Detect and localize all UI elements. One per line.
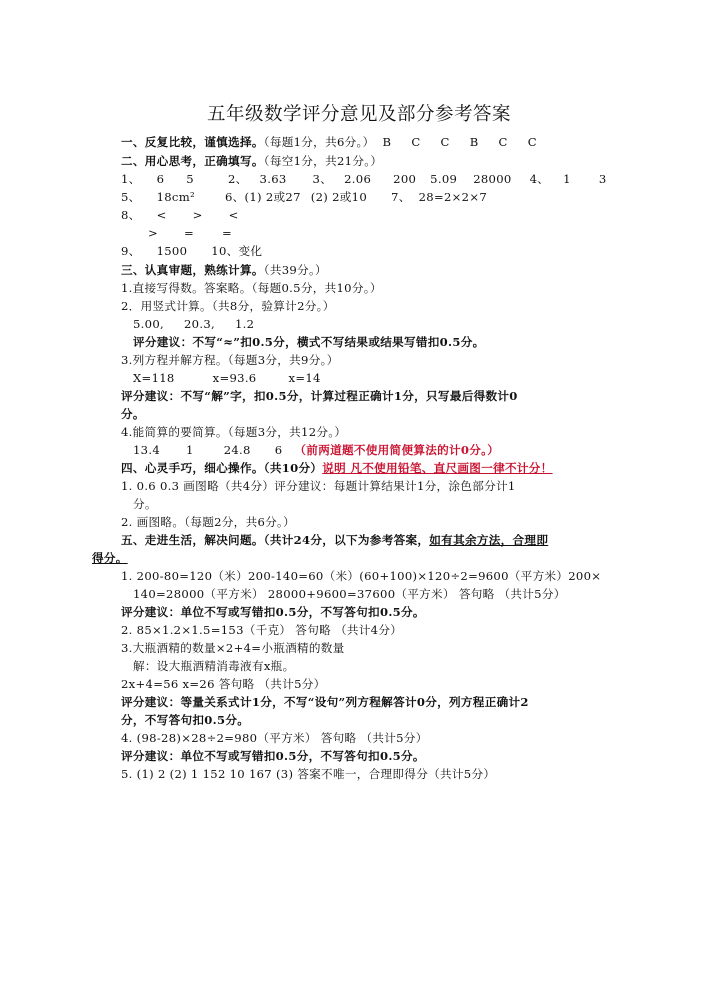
page-title: 五年级数学评分意见及部分参考答案 (206, 104, 511, 125)
s3-q4-answer: 13.4 (133, 443, 161, 457)
section-5-header (121, 533, 548, 548)
s5-q3-note-cont: 分，不写答句扣0.5分。 (121, 713, 250, 727)
s1-answer: C (498, 135, 508, 149)
s2-cell: 8、 (121, 208, 141, 222)
s2-cell: 28000 (473, 172, 512, 186)
section-5-note: 如有其余方法，合理即 (429, 533, 549, 547)
section-2-header (121, 154, 382, 169)
s2-cell: 9、 (121, 244, 141, 258)
section-5-note-cont: 得分。 (92, 551, 128, 565)
s2-cell: 6 (156, 172, 165, 186)
s2-cell: 200 (393, 172, 417, 186)
s2-row-3 (121, 208, 239, 223)
section-4-heading: 四、心灵手巧，细心操作。 (121, 461, 264, 475)
s2-cell: 1 (563, 172, 571, 186)
s3-q4-note: （前两道题不使用简便算法的计0分。） (294, 443, 500, 457)
s1-answer: B (469, 135, 479, 149)
s5-q3: 3.大瓶酒精的数量×2+4=小瓶酒精的数量 (121, 641, 345, 655)
s5-q1: 1. 200-80=120（米）200-140=60（米）(60+100)×120÷2=9600（平方米）200× (121, 569, 602, 583)
s3-q2-answer: 5.00, (133, 317, 164, 331)
s2-cell: 3、 (312, 172, 333, 186)
s3-q3-note-cont: 分。 (121, 407, 145, 421)
section-2-score: （每空1分，共21分。） (263, 154, 383, 168)
section-3-score: （共39分。） (263, 263, 327, 277)
s3-q3-answer: x=14 (288, 371, 321, 385)
s2-cell: = (222, 226, 233, 240)
s3-q4-answer: 24.8 (223, 443, 251, 457)
s3-q2: 2．用竖式计算。（共8分，验算计2分。） (121, 299, 335, 313)
s2-cell: 5.09 (430, 172, 458, 186)
s3-q4-answers (133, 443, 499, 458)
s2-cell: 4、 (529, 172, 550, 186)
s3-q2-answer: 1.2 (235, 317, 255, 331)
section-3-header (121, 263, 327, 278)
s2-cell: > (192, 208, 203, 222)
s2-cell: 2、 (227, 172, 248, 186)
s1-answer: C (411, 135, 421, 149)
s3-q2-answers (133, 317, 254, 332)
s3-q2-answer: 20.3, (184, 317, 215, 331)
section-4-header (121, 461, 553, 476)
s2-cell: (2) 2或10 (310, 190, 368, 204)
section-1-heading: 一、反复比较，谨慎选择。 (121, 135, 264, 149)
section-4-note: 说明 凡不使用铅笔、直尺画图一律不计分！ (322, 461, 553, 475)
section-5-heading: 五、走进生活，解决问题。（共计24分，以下为参考答案， (121, 533, 430, 547)
s2-cell: < (156, 208, 167, 222)
s2-cell: 10、变化 (211, 244, 263, 258)
s2-row-1 (121, 172, 607, 187)
s3-q3-answers (133, 371, 321, 386)
s2-cell: 3.63 (259, 172, 287, 186)
s3-q1: 1.直接写得数。答案略。（每题0.5分，共10分。） (121, 281, 382, 295)
s5-q4: 4. (98-28)×28÷2=980（平方米） 答句略 （共计5分） (121, 731, 428, 745)
s5-q4-note: 评分建议：单位不写或写错扣0.5分，不写答句扣0.5分。 (121, 749, 425, 763)
s2-cell: 1500 (156, 244, 188, 258)
s2-row-4 (148, 226, 232, 241)
s2-cell: 28=2×2×7 (418, 190, 488, 204)
section-3-heading: 三、认真审题，熟练计算。 (121, 263, 264, 277)
s3-q4-answer: 1 (186, 443, 194, 457)
s5-q3-solution: 解：设大瓶酒精消毒液有x瓶。 (133, 659, 295, 673)
s1-answer: C (440, 135, 450, 149)
s3-q3: 3.列方程并解方程。（每题3分，共9分。） (121, 353, 339, 367)
s3-q2-note: 评分建议：不写“≈”扣0.5分，横式不写结果或结果写错扣0.5分。 (133, 335, 485, 349)
s5-q3-answer: 2x+4=56 x=26 答句略 （共计5分） (121, 677, 326, 691)
s2-cell: 5、 (121, 190, 141, 204)
s5-q2: 2. 85×1.2×1.5=153（千克） 答句略 （共计4分） (121, 623, 403, 637)
s5-q3-note: 评分建议：等量关系式计1分，不写“设句”列方程解答计0分，列方程正确计2 (121, 695, 529, 709)
s3-q4-answer: 6 (274, 443, 283, 457)
s2-cell: 18cm² (156, 190, 195, 204)
s5-q5: 5. (1) 2 (2) 1 152 10 167 (3) 答案不唯一，合理即得分（共计5分） (121, 767, 496, 781)
s1-answer: B (382, 135, 392, 149)
section-1 (121, 135, 537, 150)
s5-q1-cont: 140=28000（平方米） 28000+9600=37600（平方米） 答句略 （共计5分） (133, 587, 566, 601)
s5-q1-note: 评分建议：单位不写或写错扣0.5分，不写答句扣0.5分。 (121, 605, 425, 619)
s3-q3-answer: x=93.6 (212, 371, 257, 385)
s4-q1: 1. 0.6 0.3 画图略（共4分）评分建议：每题计算结果计1分，涂色部分计1 (121, 479, 516, 493)
s2-row-5 (121, 244, 262, 259)
s2-cell: 6、(1) 2或27 (224, 190, 301, 204)
section-2-heading: 二、用心思考，正确填写。 (121, 154, 264, 168)
s2-cell: < (228, 208, 239, 222)
s3-q3-note: 评分建议：不写“解”字，扣0.5分，计算过程正确计1分，只写最后得数计0 (121, 389, 518, 403)
s2-cell: 5 (186, 172, 194, 186)
s2-cell: 1、 (121, 172, 141, 186)
s2-cell: = (184, 226, 195, 240)
s4-q1-cont: 分。 (133, 497, 157, 511)
section-4-score: （共10分） (263, 461, 323, 475)
s2-cell: 3 (598, 172, 607, 186)
s1-answer: C (527, 135, 537, 149)
s2-row-2 (121, 190, 487, 205)
s4-q2: 2. 画图略。（每题2分，共6分。） (121, 515, 296, 529)
section-1-score: （每题1分，共6分。） (263, 135, 375, 149)
s2-cell: 2.06 (344, 172, 372, 186)
s3-q4: 4.能简算的要简算。（每题3分，共12分。） (121, 425, 347, 439)
s2-cell: 7、 (391, 190, 411, 204)
s3-q3-answer: X=118 (133, 371, 175, 385)
s2-cell: > (148, 226, 159, 240)
